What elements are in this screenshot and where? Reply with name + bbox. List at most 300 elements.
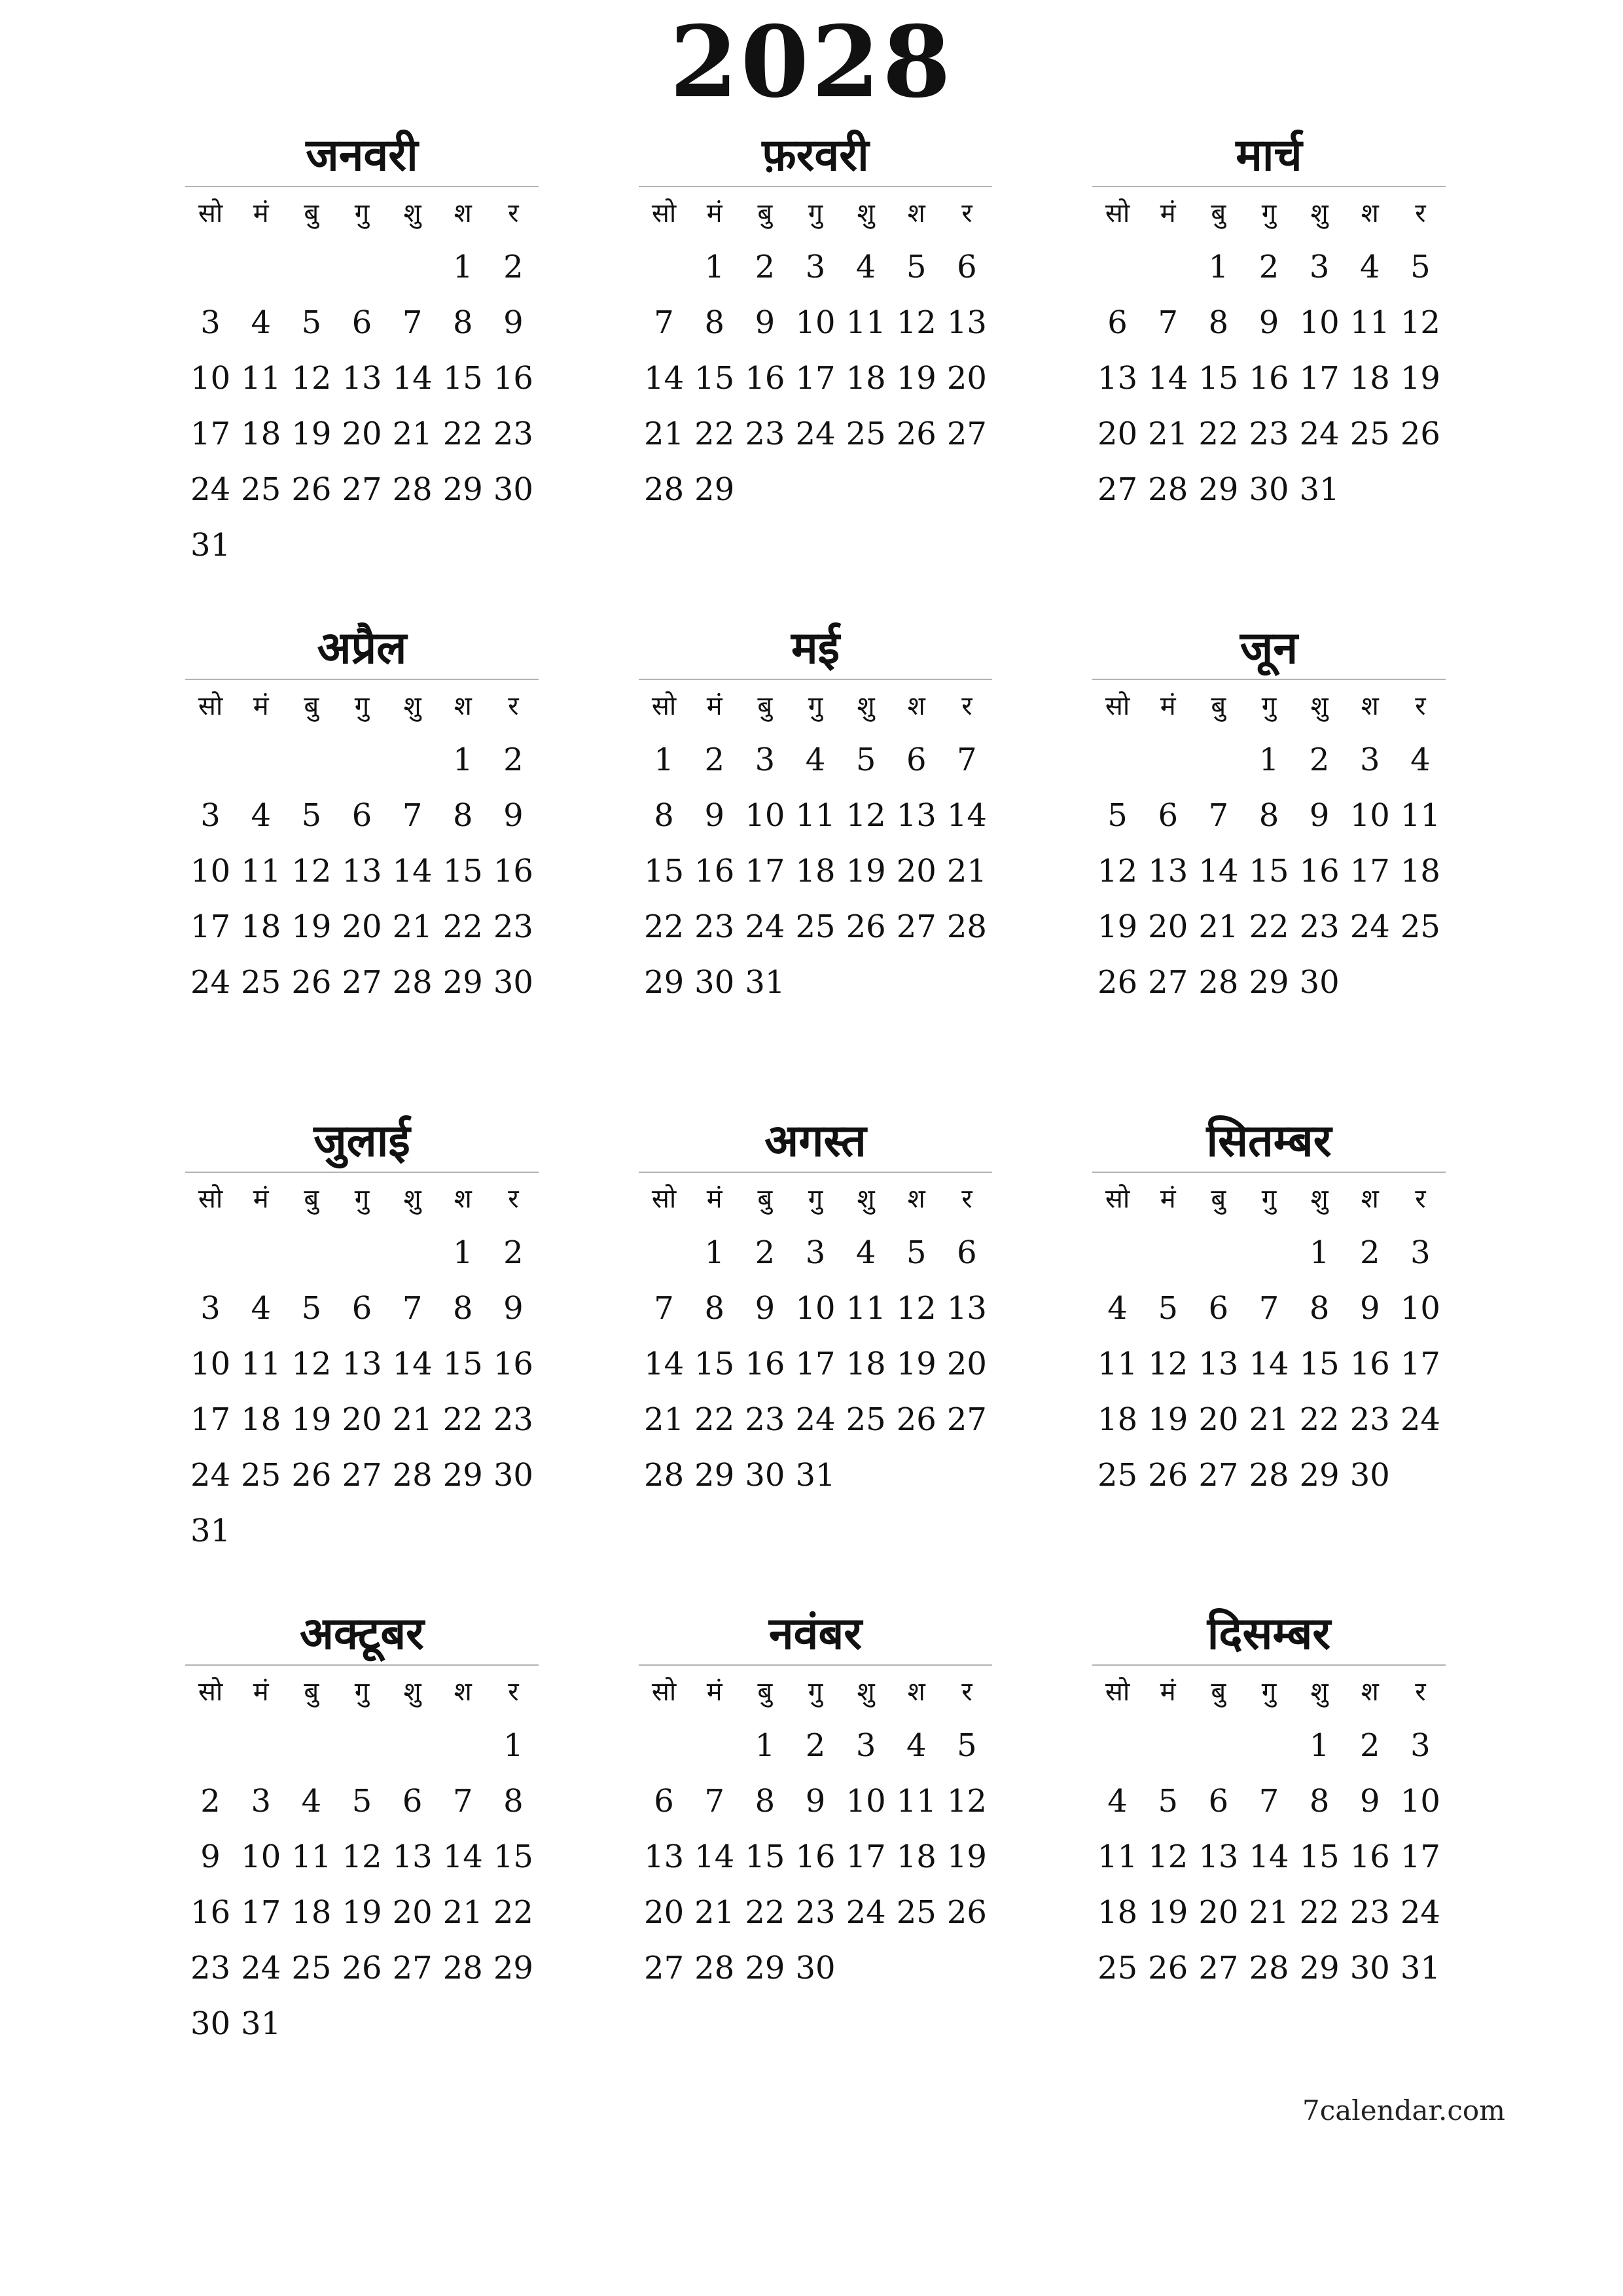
- day-cell[interactable]: 6: [957, 1234, 977, 1271]
- day-cell[interactable]: 8: [453, 797, 473, 834]
- day-cell[interactable]: 21: [392, 416, 433, 452]
- day-cell[interactable]: 15: [745, 1839, 785, 1875]
- day-cell[interactable]: 6: [906, 742, 927, 778]
- day-cell[interactable]: 2: [1360, 1234, 1380, 1271]
- day-cell[interactable]: 8: [453, 304, 473, 341]
- day-cell[interactable]: 30: [795, 1950, 836, 1986]
- day-cell[interactable]: 10: [241, 1839, 281, 1875]
- day-cell[interactable]: 27: [1198, 1457, 1239, 1494]
- day-cell[interactable]: 25: [846, 416, 886, 452]
- day-cell[interactable]: 4: [251, 304, 271, 341]
- day-cell[interactable]: 5: [906, 1234, 927, 1271]
- day-cell[interactable]: 1: [1258, 742, 1279, 778]
- day-cell[interactable]: 6: [351, 1290, 372, 1327]
- day-cell[interactable]: 5: [351, 1783, 372, 1820]
- day-cell[interactable]: 9: [755, 304, 776, 341]
- day-cell[interactable]: 2: [755, 249, 776, 285]
- day-cell[interactable]: 19: [896, 360, 936, 397]
- day-cell[interactable]: 18: [291, 1894, 332, 1931]
- day-cell[interactable]: 21: [644, 416, 685, 452]
- day-cell[interactable]: 28: [1249, 1950, 1289, 1986]
- day-cell[interactable]: 17: [745, 853, 785, 889]
- day-cell[interactable]: 2: [503, 249, 524, 285]
- day-cell[interactable]: 10: [846, 1783, 886, 1820]
- day-cell[interactable]: 1: [1309, 1234, 1330, 1271]
- day-cell[interactable]: 29: [694, 1457, 735, 1494]
- day-cell[interactable]: 11: [846, 1290, 886, 1327]
- day-cell[interactable]: 28: [946, 908, 987, 945]
- day-cell[interactable]: 9: [200, 1839, 221, 1875]
- day-cell[interactable]: 26: [1097, 964, 1138, 1001]
- day-cell[interactable]: 17: [1400, 1346, 1440, 1382]
- day-cell[interactable]: 13: [342, 853, 382, 889]
- day-cell[interactable]: 28: [392, 471, 433, 508]
- day-cell[interactable]: 9: [503, 1290, 524, 1327]
- day-cell[interactable]: 24: [795, 416, 836, 452]
- day-cell[interactable]: 2: [503, 1234, 524, 1271]
- day-cell[interactable]: 25: [241, 1457, 281, 1494]
- day-cell[interactable]: 21: [1249, 1401, 1289, 1438]
- day-cell[interactable]: 18: [846, 360, 886, 397]
- day-cell[interactable]: 9: [1258, 304, 1279, 341]
- day-cell[interactable]: 17: [190, 416, 231, 452]
- day-cell[interactable]: 20: [1198, 1401, 1239, 1438]
- day-cell[interactable]: 25: [795, 908, 836, 945]
- day-cell[interactable]: 3: [1410, 1234, 1431, 1271]
- day-cell[interactable]: 21: [392, 1401, 433, 1438]
- day-cell[interactable]: 30: [1349, 1950, 1390, 1986]
- day-cell[interactable]: 31: [190, 1513, 231, 1549]
- day-cell[interactable]: 15: [493, 1839, 533, 1875]
- day-cell[interactable]: 28: [644, 1457, 685, 1494]
- day-cell[interactable]: 19: [946, 1839, 987, 1875]
- day-cell[interactable]: 8: [1258, 797, 1279, 834]
- day-cell[interactable]: 16: [745, 360, 785, 397]
- day-cell[interactable]: 13: [896, 797, 936, 834]
- day-cell[interactable]: 26: [846, 908, 886, 945]
- day-cell[interactable]: 1: [503, 1727, 524, 1764]
- day-cell[interactable]: 10: [795, 1290, 836, 1327]
- day-cell[interactable]: 30: [493, 1457, 533, 1494]
- day-cell[interactable]: 7: [704, 1783, 724, 1820]
- day-cell[interactable]: 23: [1249, 416, 1289, 452]
- day-cell[interactable]: 29: [1198, 471, 1239, 508]
- day-cell[interactable]: 13: [342, 360, 382, 397]
- day-cell[interactable]: 11: [795, 797, 836, 834]
- day-cell[interactable]: 30: [1299, 964, 1340, 1001]
- day-cell[interactable]: 24: [190, 1457, 231, 1494]
- day-cell[interactable]: 4: [855, 1234, 876, 1271]
- day-cell[interactable]: 4: [906, 1727, 927, 1764]
- day-cell[interactable]: 27: [1097, 471, 1138, 508]
- day-cell[interactable]: 3: [200, 1290, 221, 1327]
- day-cell[interactable]: 17: [846, 1839, 886, 1875]
- day-cell[interactable]: 23: [493, 908, 533, 945]
- day-cell[interactable]: 8: [654, 797, 674, 834]
- day-cell[interactable]: 31: [745, 964, 785, 1001]
- day-cell[interactable]: 25: [1097, 1950, 1138, 1986]
- day-cell[interactable]: 7: [1208, 797, 1229, 834]
- day-cell[interactable]: 5: [1107, 797, 1128, 834]
- day-cell[interactable]: 12: [1148, 1839, 1188, 1875]
- day-cell[interactable]: 14: [644, 360, 685, 397]
- footer-site[interactable]: 7calendar.com: [1302, 2094, 1505, 2126]
- day-cell[interactable]: 23: [694, 908, 735, 945]
- day-cell[interactable]: 20: [342, 1401, 382, 1438]
- day-cell[interactable]: 12: [846, 797, 886, 834]
- day-cell[interactable]: 28: [644, 471, 685, 508]
- day-cell[interactable]: 23: [745, 416, 785, 452]
- day-cell[interactable]: 16: [1299, 853, 1340, 889]
- day-cell[interactable]: 26: [1400, 416, 1440, 452]
- day-cell[interactable]: 27: [1198, 1950, 1239, 1986]
- day-cell[interactable]: 25: [846, 1401, 886, 1438]
- day-cell[interactable]: 14: [1148, 360, 1188, 397]
- day-cell[interactable]: 29: [694, 471, 735, 508]
- day-cell[interactable]: 4: [301, 1783, 322, 1820]
- day-cell[interactable]: 28: [1148, 471, 1188, 508]
- day-cell[interactable]: 21: [1249, 1894, 1289, 1931]
- day-cell[interactable]: 15: [694, 360, 735, 397]
- day-cell[interactable]: 29: [442, 1457, 483, 1494]
- day-cell[interactable]: 5: [957, 1727, 977, 1764]
- day-cell[interactable]: 28: [1198, 964, 1239, 1001]
- day-cell[interactable]: 20: [644, 1894, 685, 1931]
- day-cell[interactable]: 16: [1349, 1839, 1390, 1875]
- day-cell[interactable]: 6: [402, 1783, 423, 1820]
- day-cell[interactable]: 21: [392, 908, 433, 945]
- day-cell[interactable]: 11: [846, 304, 886, 341]
- day-cell[interactable]: 20: [1198, 1894, 1239, 1931]
- day-cell[interactable]: 19: [291, 908, 332, 945]
- day-cell[interactable]: 6: [1158, 797, 1178, 834]
- day-cell[interactable]: 17: [1349, 853, 1390, 889]
- day-cell[interactable]: 27: [1148, 964, 1188, 1001]
- day-cell[interactable]: 18: [241, 908, 281, 945]
- day-cell[interactable]: 19: [1148, 1401, 1188, 1438]
- day-cell[interactable]: 31: [1299, 471, 1340, 508]
- day-cell[interactable]: 9: [1360, 1783, 1380, 1820]
- day-cell[interactable]: 10: [795, 304, 836, 341]
- day-cell[interactable]: 3: [251, 1783, 271, 1820]
- day-cell[interactable]: 21: [1148, 416, 1188, 452]
- day-cell[interactable]: 2: [704, 742, 724, 778]
- day-cell[interactable]: 8: [1309, 1783, 1330, 1820]
- day-cell[interactable]: 11: [241, 853, 281, 889]
- day-cell[interactable]: 28: [442, 1950, 483, 1986]
- day-cell[interactable]: 22: [1198, 416, 1239, 452]
- day-cell[interactable]: 19: [1400, 360, 1440, 397]
- day-cell[interactable]: 6: [351, 797, 372, 834]
- day-cell[interactable]: 11: [1097, 1839, 1138, 1875]
- day-cell[interactable]: 31: [190, 527, 231, 564]
- day-cell[interactable]: 14: [946, 797, 987, 834]
- day-cell[interactable]: 30: [694, 964, 735, 1001]
- day-cell[interactable]: 13: [1148, 853, 1188, 889]
- day-cell[interactable]: 7: [402, 1290, 423, 1327]
- day-cell[interactable]: 6: [351, 304, 372, 341]
- day-cell[interactable]: 22: [493, 1894, 533, 1931]
- day-cell[interactable]: 20: [342, 908, 382, 945]
- day-cell[interactable]: 16: [493, 853, 533, 889]
- day-cell[interactable]: 11: [896, 1783, 936, 1820]
- day-cell[interactable]: 26: [896, 416, 936, 452]
- day-cell[interactable]: 10: [190, 360, 231, 397]
- day-cell[interactable]: 3: [805, 1234, 826, 1271]
- day-cell[interactable]: 8: [755, 1783, 776, 1820]
- day-cell[interactable]: 7: [654, 1290, 674, 1327]
- day-cell[interactable]: 23: [795, 1894, 836, 1931]
- day-cell[interactable]: 5: [301, 304, 322, 341]
- day-cell[interactable]: 1: [1208, 249, 1229, 285]
- day-cell[interactable]: 28: [1249, 1457, 1289, 1494]
- day-cell[interactable]: 23: [190, 1950, 231, 1986]
- day-cell[interactable]: 8: [503, 1783, 524, 1820]
- day-cell[interactable]: 4: [855, 249, 876, 285]
- day-cell[interactable]: 21: [442, 1894, 483, 1931]
- day-cell[interactable]: 24: [1349, 908, 1390, 945]
- day-cell[interactable]: 7: [957, 742, 977, 778]
- day-cell[interactable]: 4: [1410, 742, 1431, 778]
- day-cell[interactable]: 19: [1097, 908, 1138, 945]
- day-cell[interactable]: 11: [291, 1839, 332, 1875]
- day-cell[interactable]: 27: [946, 416, 987, 452]
- day-cell[interactable]: 10: [1400, 1783, 1440, 1820]
- day-cell[interactable]: 30: [493, 964, 533, 1001]
- day-cell[interactable]: 1: [755, 1727, 776, 1764]
- day-cell[interactable]: 12: [896, 304, 936, 341]
- day-cell[interactable]: 14: [644, 1346, 685, 1382]
- day-cell[interactable]: 18: [1349, 360, 1390, 397]
- day-cell[interactable]: 9: [503, 304, 524, 341]
- day-cell[interactable]: 16: [745, 1346, 785, 1382]
- day-cell[interactable]: 17: [1299, 360, 1340, 397]
- day-cell[interactable]: 10: [1400, 1290, 1440, 1327]
- day-cell[interactable]: 20: [946, 1346, 987, 1382]
- day-cell[interactable]: 17: [1400, 1839, 1440, 1875]
- day-cell[interactable]: 18: [1097, 1401, 1138, 1438]
- day-cell[interactable]: 12: [946, 1783, 987, 1820]
- day-cell[interactable]: 5: [855, 742, 876, 778]
- day-cell[interactable]: 11: [1097, 1346, 1138, 1382]
- day-cell[interactable]: 29: [442, 964, 483, 1001]
- day-cell[interactable]: 12: [342, 1839, 382, 1875]
- day-cell[interactable]: 24: [190, 964, 231, 1001]
- day-cell[interactable]: 30: [1249, 471, 1289, 508]
- day-cell[interactable]: 12: [896, 1290, 936, 1327]
- day-cell[interactable]: 9: [503, 797, 524, 834]
- day-cell[interactable]: 20: [1097, 416, 1138, 452]
- day-cell[interactable]: 5: [301, 1290, 322, 1327]
- day-cell[interactable]: 25: [241, 471, 281, 508]
- day-cell[interactable]: 6: [1208, 1290, 1229, 1327]
- day-cell[interactable]: 12: [1097, 853, 1138, 889]
- day-cell[interactable]: 7: [1258, 1290, 1279, 1327]
- day-cell[interactable]: 11: [241, 360, 281, 397]
- day-cell[interactable]: 8: [453, 1290, 473, 1327]
- day-cell[interactable]: 12: [291, 853, 332, 889]
- day-cell[interactable]: 20: [392, 1894, 433, 1931]
- day-cell[interactable]: 26: [291, 1457, 332, 1494]
- day-cell[interactable]: 14: [694, 1839, 735, 1875]
- day-cell[interactable]: 20: [896, 853, 936, 889]
- day-cell[interactable]: 19: [1148, 1894, 1188, 1931]
- day-cell[interactable]: 8: [704, 304, 724, 341]
- day-cell[interactable]: 7: [1258, 1783, 1279, 1820]
- day-cell[interactable]: 14: [442, 1839, 483, 1875]
- day-cell[interactable]: 7: [1158, 304, 1178, 341]
- day-cell[interactable]: 3: [855, 1727, 876, 1764]
- day-cell[interactable]: 14: [392, 1346, 433, 1382]
- day-cell[interactable]: 24: [241, 1950, 281, 1986]
- day-cell[interactable]: 30: [190, 2005, 231, 2042]
- day-cell[interactable]: 4: [1107, 1783, 1128, 1820]
- day-cell[interactable]: 25: [1349, 416, 1390, 452]
- day-cell[interactable]: 30: [1349, 1457, 1390, 1494]
- day-cell[interactable]: 23: [745, 1401, 785, 1438]
- day-cell[interactable]: 24: [190, 471, 231, 508]
- day-cell[interactable]: 22: [442, 416, 483, 452]
- day-cell[interactable]: 9: [805, 1783, 826, 1820]
- day-cell[interactable]: 15: [442, 360, 483, 397]
- day-cell[interactable]: 1: [654, 742, 674, 778]
- day-cell[interactable]: 9: [1360, 1290, 1380, 1327]
- day-cell[interactable]: 11: [241, 1346, 281, 1382]
- day-cell[interactable]: 3: [1410, 1727, 1431, 1764]
- day-cell[interactable]: 16: [190, 1894, 231, 1931]
- day-cell[interactable]: 7: [402, 797, 423, 834]
- day-cell[interactable]: 19: [291, 1401, 332, 1438]
- day-cell[interactable]: 21: [644, 1401, 685, 1438]
- day-cell[interactable]: 29: [745, 1950, 785, 1986]
- day-cell[interactable]: 16: [1249, 360, 1289, 397]
- day-cell[interactable]: 23: [493, 1401, 533, 1438]
- day-cell[interactable]: 1: [453, 249, 473, 285]
- day-cell[interactable]: 13: [1198, 1839, 1239, 1875]
- day-cell[interactable]: 13: [342, 1346, 382, 1382]
- day-cell[interactable]: 21: [1198, 908, 1239, 945]
- day-cell[interactable]: 26: [1148, 1457, 1188, 1494]
- day-cell[interactable]: 18: [1400, 853, 1440, 889]
- day-cell[interactable]: 17: [190, 908, 231, 945]
- day-cell[interactable]: 3: [1360, 742, 1380, 778]
- day-cell[interactable]: 13: [946, 1290, 987, 1327]
- day-cell[interactable]: 27: [644, 1950, 685, 1986]
- day-cell[interactable]: 29: [1299, 1457, 1340, 1494]
- day-cell[interactable]: 26: [896, 1401, 936, 1438]
- day-cell[interactable]: 26: [946, 1894, 987, 1931]
- day-cell[interactable]: 7: [453, 1783, 473, 1820]
- day-cell[interactable]: 7: [402, 304, 423, 341]
- day-cell[interactable]: 19: [846, 853, 886, 889]
- day-cell[interactable]: 3: [200, 797, 221, 834]
- day-cell[interactable]: 15: [1299, 1839, 1340, 1875]
- day-cell[interactable]: 2: [1360, 1727, 1380, 1764]
- day-cell[interactable]: 5: [301, 797, 322, 834]
- day-cell[interactable]: 27: [342, 1457, 382, 1494]
- day-cell[interactable]: 4: [805, 742, 826, 778]
- day-cell[interactable]: 14: [392, 853, 433, 889]
- day-cell[interactable]: 21: [946, 853, 987, 889]
- day-cell[interactable]: 18: [241, 1401, 281, 1438]
- day-cell[interactable]: 5: [906, 249, 927, 285]
- day-cell[interactable]: 22: [745, 1894, 785, 1931]
- day-cell[interactable]: 7: [654, 304, 674, 341]
- day-cell[interactable]: 2: [1309, 742, 1330, 778]
- day-cell[interactable]: 3: [755, 742, 776, 778]
- day-cell[interactable]: 29: [1249, 964, 1289, 1001]
- day-cell[interactable]: 13: [946, 304, 987, 341]
- day-cell[interactable]: 15: [694, 1346, 735, 1382]
- day-cell[interactable]: 5: [1158, 1290, 1178, 1327]
- day-cell[interactable]: 26: [291, 964, 332, 1001]
- day-cell[interactable]: 25: [291, 1950, 332, 1986]
- day-cell[interactable]: 1: [453, 1234, 473, 1271]
- day-cell[interactable]: 22: [442, 1401, 483, 1438]
- day-cell[interactable]: 14: [1249, 1346, 1289, 1382]
- day-cell[interactable]: 23: [493, 416, 533, 452]
- day-cell[interactable]: 2: [503, 742, 524, 778]
- day-cell[interactable]: 5: [1410, 249, 1431, 285]
- day-cell[interactable]: 24: [1400, 1894, 1440, 1931]
- day-cell[interactable]: 10: [1299, 304, 1340, 341]
- day-cell[interactable]: 13: [1097, 360, 1138, 397]
- day-cell[interactable]: 9: [704, 797, 724, 834]
- day-cell[interactable]: 24: [795, 1401, 836, 1438]
- day-cell[interactable]: 20: [946, 360, 987, 397]
- day-cell[interactable]: 12: [1400, 304, 1440, 341]
- day-cell[interactable]: 3: [1309, 249, 1330, 285]
- day-cell[interactable]: 22: [694, 1401, 735, 1438]
- day-cell[interactable]: 17: [795, 360, 836, 397]
- day-cell[interactable]: 24: [1299, 416, 1340, 452]
- day-cell[interactable]: 31: [1400, 1950, 1440, 1986]
- day-cell[interactable]: 1: [704, 1234, 724, 1271]
- day-cell[interactable]: 20: [1148, 908, 1188, 945]
- day-cell[interactable]: 12: [291, 1346, 332, 1382]
- day-cell[interactable]: 25: [1097, 1457, 1138, 1494]
- day-cell[interactable]: 6: [957, 249, 977, 285]
- day-cell[interactable]: 27: [342, 471, 382, 508]
- day-cell[interactable]: 25: [241, 964, 281, 1001]
- day-cell[interactable]: 3: [200, 304, 221, 341]
- day-cell[interactable]: 18: [241, 416, 281, 452]
- day-cell[interactable]: 1: [704, 249, 724, 285]
- day-cell[interactable]: 30: [745, 1457, 785, 1494]
- day-cell[interactable]: 10: [745, 797, 785, 834]
- day-cell[interactable]: 2: [1258, 249, 1279, 285]
- day-cell[interactable]: 22: [1299, 1401, 1340, 1438]
- day-cell[interactable]: 24: [1400, 1401, 1440, 1438]
- day-cell[interactable]: 2: [755, 1234, 776, 1271]
- day-cell[interactable]: 2: [200, 1783, 221, 1820]
- day-cell[interactable]: 17: [795, 1346, 836, 1382]
- day-cell[interactable]: 26: [1148, 1950, 1188, 1986]
- day-cell[interactable]: 22: [694, 416, 735, 452]
- day-cell[interactable]: 15: [442, 1346, 483, 1382]
- day-cell[interactable]: 24: [846, 1894, 886, 1931]
- day-cell[interactable]: 15: [442, 853, 483, 889]
- day-cell[interactable]: 6: [1107, 304, 1128, 341]
- day-cell[interactable]: 28: [392, 1457, 433, 1494]
- day-cell[interactable]: 1: [453, 742, 473, 778]
- day-cell[interactable]: 29: [493, 1950, 533, 1986]
- day-cell[interactable]: 12: [1148, 1346, 1188, 1382]
- day-cell[interactable]: 18: [795, 853, 836, 889]
- day-cell[interactable]: 6: [1208, 1783, 1229, 1820]
- day-cell[interactable]: 18: [896, 1839, 936, 1875]
- day-cell[interactable]: 26: [291, 471, 332, 508]
